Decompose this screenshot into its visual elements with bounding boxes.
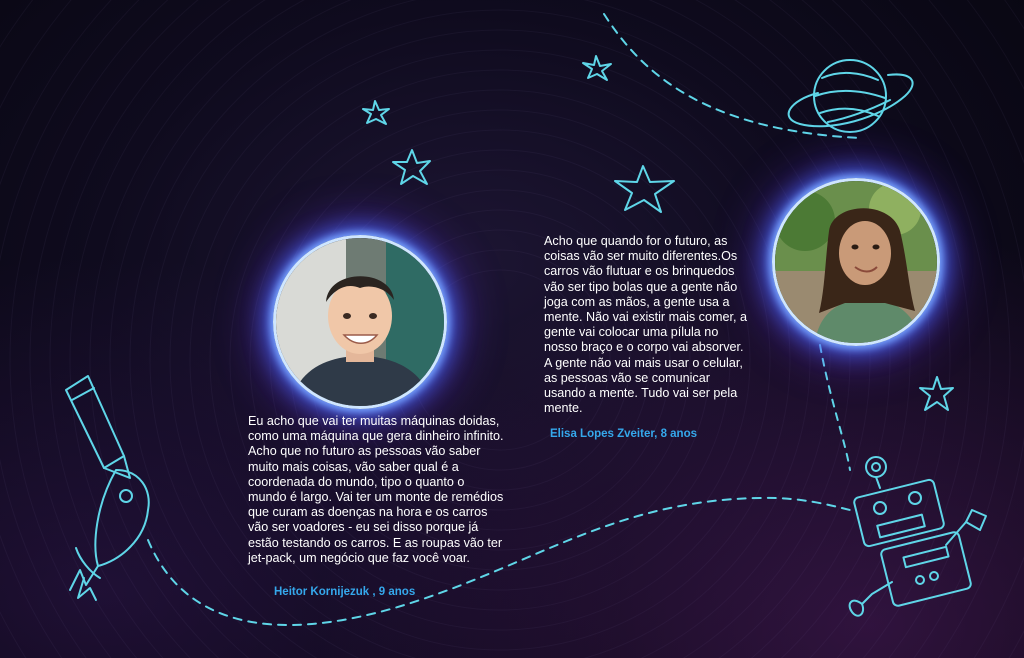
testimonial-quote-heitor: Eu acho que vai ter muitas máquinas doidas, como uma máquina que gera dinheiro infinito. Acho que no futuro as pessoas vão saber muito mais coisas, vão saber qual é a coordenada do mundo, tipo o quanto o mundo é largo. Vai ter um monte de remédios que curam as doenças na hora e os carros vão ser voadores - eu sei disso porque já estão testando os carros. E as roupas vão ter jet-pack, um negócio que faz você voar. (248, 414, 504, 565)
planet-icon (789, 60, 913, 132)
testimonial-author-heitor: Heitor Kornijezuk , 9 anos (274, 586, 416, 598)
child-photo-elisa (772, 178, 940, 346)
rocket-pencil-icon (66, 376, 149, 600)
portrait-boy-image (276, 238, 444, 406)
portrait-girl-image (775, 181, 937, 343)
testimonial-author-elisa: Elisa Lopes Zveiter, 8 anos (550, 428, 698, 440)
star-icon (393, 150, 430, 184)
testimonial-quote-elisa: Acho que quando for o futuro, as coisas vão ser muito diferentes.Os carros vão flutuar e os brinquedos vão ser tipo bolas que a gente não joga com as mãos, a gente usa a mente. Não vai existir mais comer, a gente vai colocar uma pílula no nosso braço e o corpo vai absorver. A gente não vai mais usar o celular, as pessoas vão se comunicar usando a mente. Tudo vai ser pela mente. (544, 234, 747, 416)
child-photo-heitor (273, 235, 447, 409)
star-icon (583, 56, 611, 80)
dashed-orbit-path (820, 345, 850, 470)
